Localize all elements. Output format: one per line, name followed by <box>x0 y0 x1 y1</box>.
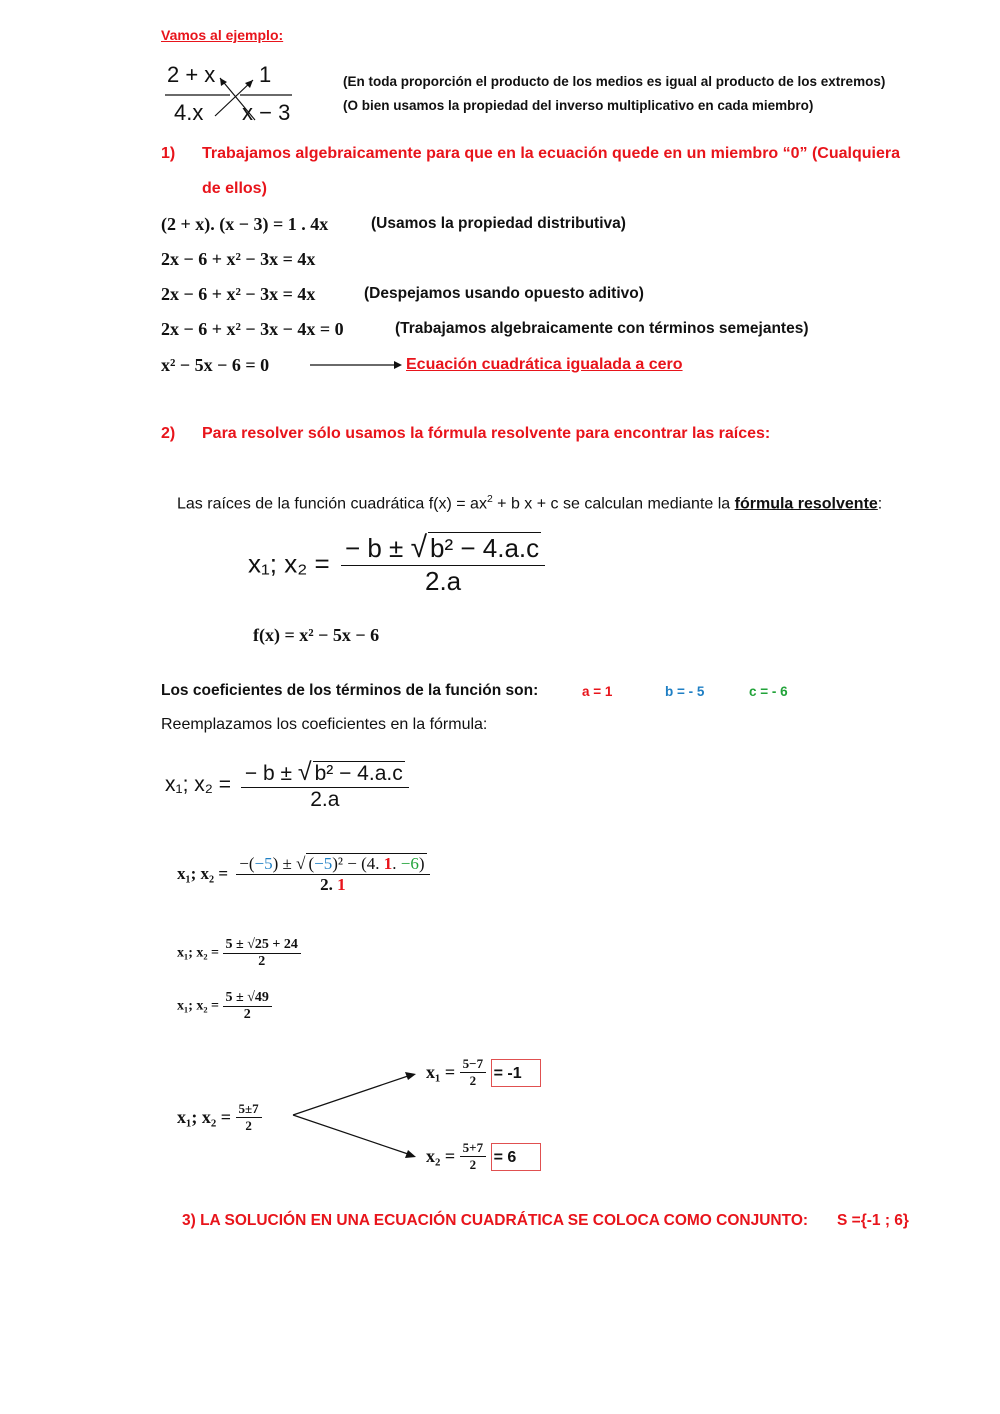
function-def: f(x) = x² − 5x − 6 <box>253 625 380 645</box>
formula-intro <box>177 494 882 513</box>
intro-exp: 2 <box>486 494 493 505</box>
eq3: 2x − 6 + x² − 3x = 4x <box>161 284 316 304</box>
sub-den-pre: 2. <box>320 875 338 894</box>
x2-lhs: x₂ = <box>426 1146 456 1166</box>
coef-label: Los coeficientes de los términos de la función son: <box>161 682 539 699</box>
resolvent-formula: x₁; x₂ = $\frac{\text{− b ± √ b² − 4.a.c}}{2.a}$ <box>248 531 545 597</box>
solution-set: S ={-1 ; 6} <box>837 1212 909 1229</box>
intro-text-a: Las raíces de la función cuadrática f(x) = ax <box>177 495 487 513</box>
formula-den: 2.a <box>424 566 462 596</box>
formula2-num-pre: − b ± <box>244 762 298 785</box>
coef-c: c = - 6 <box>749 684 788 699</box>
resolvent-formula-2: x₁; x₂ = $\frac{\text{− b ± √ b² − 4.a.c}}{2.a}$ <box>165 758 409 812</box>
split-root <box>177 1101 262 1134</box>
x1-lhs: x₁ = <box>426 1062 456 1082</box>
x1-den: 2 <box>469 1073 477 1088</box>
simplify1-num: 5 ± √25 + 24 <box>223 937 301 954</box>
proportion-note-1: (En toda proporción el producto de los medios es igual al producto de los extremos) <box>343 74 886 89</box>
x2-value-box: = 6 <box>491 1143 541 1171</box>
formula2-lhs: x₁; x₂ = <box>165 773 232 796</box>
eq3-note: (Despejamos usando opuesto aditivo) <box>364 285 644 302</box>
step3-text: 3) LA SOLUCIÓN EN UNA ECUACIÓN CUADRÁTICA SE COLOCA COMO CONJUNTO: <box>182 1212 809 1229</box>
replace-text: Reemplazamos los coeficientes en la fórmula: <box>161 716 488 733</box>
formula2-radicand: b² − 4.a.c <box>314 762 403 785</box>
intro-end: : <box>877 495 883 513</box>
eq2: 2x − 6 + x² − 3x = 4x <box>161 249 316 269</box>
formula-num-pre: − b ± <box>344 533 411 563</box>
proportion-note-2: (O bien usamos la propiedad del inverso multiplicativo en cada miembro) <box>343 98 814 113</box>
substitution-formula <box>177 853 430 895</box>
simplify2-den: 2 <box>243 1007 251 1022</box>
coef-b: b = - 5 <box>665 684 705 699</box>
sub-lhs: x₁; x₂ = <box>177 864 229 883</box>
step1-number: 1) <box>161 145 176 162</box>
formula-radicand: b² − 4.a.c <box>430 533 540 563</box>
eq5-label: Ecuación cuadrática igualada a cero <box>406 356 683 373</box>
step2-number: 2) <box>161 425 176 442</box>
step1-title-line1: Trabajamos algebraicamente para que en la ecuación quede en un miembro “0” (Cualquiera <box>202 145 900 162</box>
eq1: (2 + x). (x − 3) = 1 . 4x <box>161 214 329 234</box>
x1-value-box: = -1 <box>491 1059 541 1087</box>
eq5-arrow <box>308 357 404 373</box>
simplify2-lhs: x₁; x₂ = <box>177 998 220 1014</box>
simplify-step-2 <box>177 990 272 1023</box>
split-num: 5±7 <box>236 1101 262 1118</box>
eq1-note: (Usamos la propiedad distributiva) <box>371 215 626 232</box>
split-lhs: x₁; x₂ = <box>177 1107 232 1127</box>
eq4: 2x − 6 + x² − 3x − 4x = 0 <box>161 319 344 339</box>
prop-right-num: 1 <box>259 62 272 87</box>
prop-left-num: 2 + x <box>167 62 216 87</box>
simplify-step-1 <box>177 937 301 970</box>
intro-formula-name: fórmula resolvente <box>734 495 878 513</box>
x2-num: 5+7 <box>460 1140 486 1157</box>
split-den: 2 <box>245 1118 252 1133</box>
proportion-diagram <box>160 58 300 130</box>
formula-lhs: x₁; x₂ = <box>248 548 330 579</box>
sub-den-one: 1 <box>337 875 346 894</box>
simplify2-num: 5 ± √49 <box>223 990 272 1007</box>
step2-title: Para resolver sólo usamos la fórmula resolvente para encontrar las raíces: <box>202 425 771 442</box>
split-arrows <box>290 1068 420 1163</box>
x1-num: 5−7 <box>460 1056 486 1073</box>
coef-a: a = 1 <box>582 684 613 699</box>
prop-left-den: 4.x <box>174 100 204 125</box>
simplify1-den: 2 <box>258 954 266 969</box>
x2-result <box>426 1140 541 1173</box>
eq5: x² − 5x − 6 = 0 <box>161 355 270 375</box>
formula2-den: 2.a <box>310 788 340 811</box>
simplify1-lhs: x₁; x₂ = <box>177 945 220 961</box>
prop-right-den: x − 3 <box>242 100 291 125</box>
x1-result <box>426 1056 541 1089</box>
sub-numerator: −(−5) ± √ (−5)² − (4. 1. −6) <box>236 853 429 875</box>
intro-link[interactable]: Vamos al ejemplo: <box>161 27 284 43</box>
step1-title-line2: de ellos) <box>202 180 267 197</box>
intro-text-b: + b x + c se calculan mediante la <box>492 495 735 513</box>
x2-den: 2 <box>469 1157 477 1172</box>
eq4-note: (Trabajamos algebraicamente con términos semejantes) <box>395 320 809 337</box>
